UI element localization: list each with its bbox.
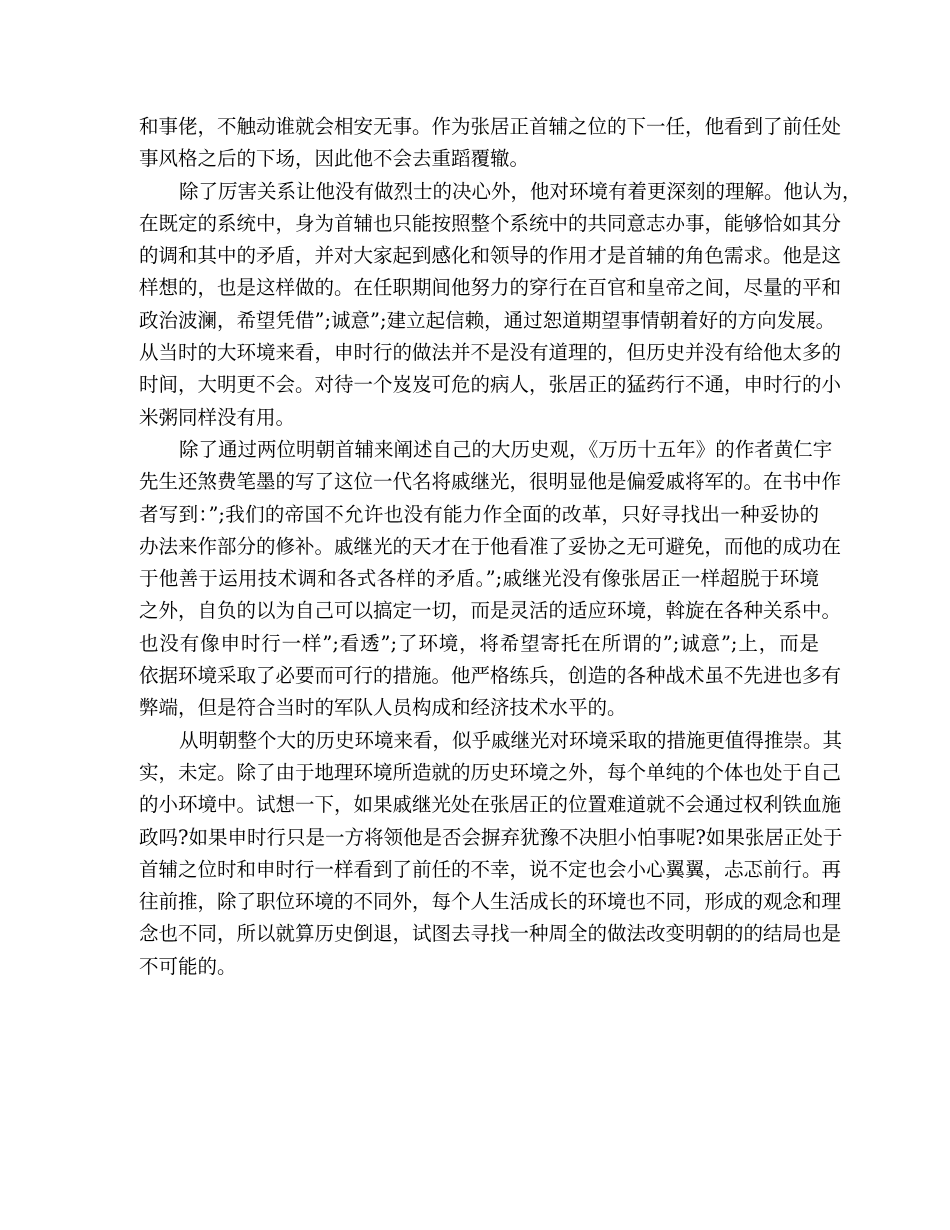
- text-line: 和事佬，不触动谁就会相安无事。作为张居正首辅之位的下一任，他看到了前任处: [139, 115, 842, 138]
- text-line: 不可能的。: [139, 954, 237, 978]
- text-line: 的小环境中。试想一下，如果戚继光处在张居正的位置难道就不会通过权利铁血施: [139, 793, 842, 817]
- text-line: 于他善于运用技术调和各式各样的矛盾。”;戚继光没有像张居正一样超脱于环境: [139, 567, 819, 591]
- text-line: 先生还煞费笔墨的写了这位一代名将戚继光，很明显他是偏爱戚将军的。在书中作: [139, 470, 842, 494]
- text-line: 实，未定。除了由于地理环境所造就的历史环境之外，每个单纯的个体也处于自己: [139, 760, 842, 784]
- text-line: 除了厉害关系让他没有做烈士的决心外，他对环境有着更深刻的理解。他认为，: [179, 179, 862, 203]
- text-line: 从当时的大环境来看，申时行的做法并不是没有道理的，但历史并没有给他太多的: [139, 341, 842, 365]
- text-line: 时间，大明更不会。对待一个岌岌可危的病人，张居正的猛药行不通，申时行的小: [139, 373, 842, 397]
- text-line: 依据环境采取了必要而可行的措施。他严格练兵，创造的各种战术虽不先进也多有: [139, 664, 842, 688]
- text-line: 事风格之后的下场，因此他不会去重蹈覆辙。: [139, 147, 530, 171]
- text-line: 除了通过两位明朝首辅来阐述自己的大历史观，《万历十五年》的作者黄仁宇: [179, 437, 833, 461]
- body-text: [139, 111, 862, 983]
- text-line: 首辅之位时和申时行一样看到了前任的不幸，说不定也会小心翼翼，忐忑前行。再: [139, 857, 842, 881]
- text-line: 的调和其中的矛盾，并对大家起到感化和领导的作用才是首辅的角色需求。他是这: [139, 244, 842, 268]
- text-line: 政吗?如果申时行只是一方将领他是否会摒弃犹豫不决胆小怕事呢?如果张居正处于: [139, 825, 843, 849]
- text-line: 政治波澜，希望凭借”;诚意”;建立起信赖，通过恕道期望事情朝着好的方向发展。: [139, 308, 836, 332]
- text-line: 念也不同，所以就算历史倒退，试图去寻找一种周全的做法改变明朝的的结局也是: [139, 922, 842, 946]
- text-line: 往前推，除了职位环境的不同外，每个人生活成长的环境也不同，形成的观念和理: [139, 890, 842, 914]
- text-line: 之外，自负的以为自己可以搞定一切，而是灵活的适应环境，斡旋在各种关系中。: [139, 599, 842, 623]
- text-line: 也没有像申时行一样”;看透”;了环境，将希望寄托在所谓的”;诚意”;上，而是: [139, 631, 819, 655]
- text-line: 弊端，但是符合当时的军队人员构成和经济技术水平的。: [139, 696, 627, 720]
- text-line: 者写到：”;我们的帝国不允许也没有能力作全面的改革，只好寻找出一种妥协的: [139, 502, 819, 526]
- text-line: 从明朝整个大的历史环境来看，似乎戚继光对环境采取的措施更值得推崇。其: [179, 728, 843, 752]
- text-line: 在既定的系统中，身为首辅也只能按照整个系统中的共同意志办事，能够恰如其分: [139, 211, 842, 235]
- text-line: 样想的，也是这样做的。在任职期间他努力的穿行在百官和皇帝之间，尽量的平和: [139, 276, 842, 300]
- text-line: 办法来作部分的修补。戚继光的天才在于他看准了妥协之无可避免，而他的成功在: [139, 534, 842, 558]
- text-line: 米粥同样没有用。: [139, 405, 296, 429]
